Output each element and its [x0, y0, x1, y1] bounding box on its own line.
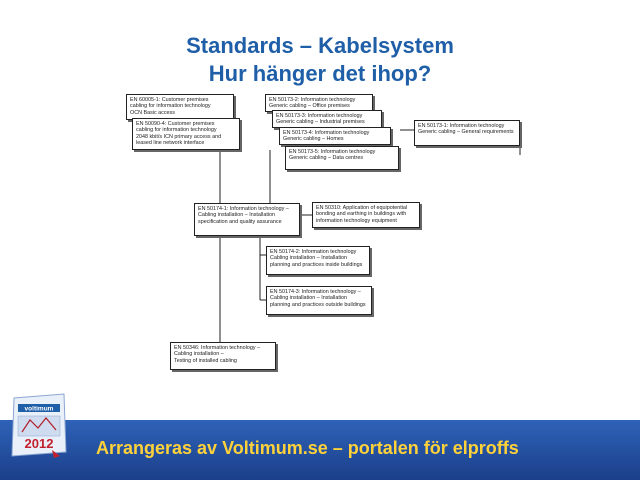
standard-box-en50090-4: EN 50090-4: Customer premises cabling for information technology 2048 kbit/s ICN primary access and leased line network interface: [132, 118, 240, 150]
voltimum-2012-logo: [8, 392, 70, 462]
standard-box-en50174-3: EN 50174-3: Information technology – Cabling installation – Installation planning and practices outside buildings: [266, 286, 372, 315]
slide-title-line2: Hur hänger det ihop?: [208, 61, 432, 86]
standard-box-en50065-1: EN 60005-1: Customer premises cabling for information technology OCN Basic access: [126, 94, 234, 120]
svg-text:2012: 2012: [24, 436, 54, 451]
standard-box-en50174-2: EN 50174-2: Information technology Cabling installation – Installation planning and practices inside buildings: [266, 246, 370, 275]
standard-box-en50173-5: EN 50173-5: Information technology Generic cabling – Data centres: [285, 146, 399, 170]
standard-box-en50346: EN 50346: Information technology – Cabling installation – Testing of installed cabling: [170, 342, 276, 370]
standard-box-en50310: EN 50310: Application of equipotential bonding and earthing in buildings with information technology equipment: [312, 202, 420, 228]
slide-title-line1: Standards – Kabelsystem: [186, 33, 454, 58]
standard-box-en50173-2: EN 50173-2: Information technology Generic cabling – Office premises: [265, 94, 373, 112]
footer-text: Arrangeras av Voltimum.se – portalen för elproffs: [96, 438, 519, 458]
svg-text:voltimum: voltimum: [24, 405, 54, 413]
standard-box-en50173-1: EN 50173-1: Information technology Generic cabling – General requirements: [414, 120, 520, 146]
standard-box-en50174-1: EN 50174-1: Information technology – Cabling installation – Installation specification and quality assurance: [194, 203, 300, 236]
standard-box-en50173-3: EN 50173-3: Information technology Generic cabling – Industrial premises: [272, 110, 382, 128]
standard-box-en50173-4: EN 50173-4: Information technology Generic cabling – Homes: [279, 127, 391, 145]
